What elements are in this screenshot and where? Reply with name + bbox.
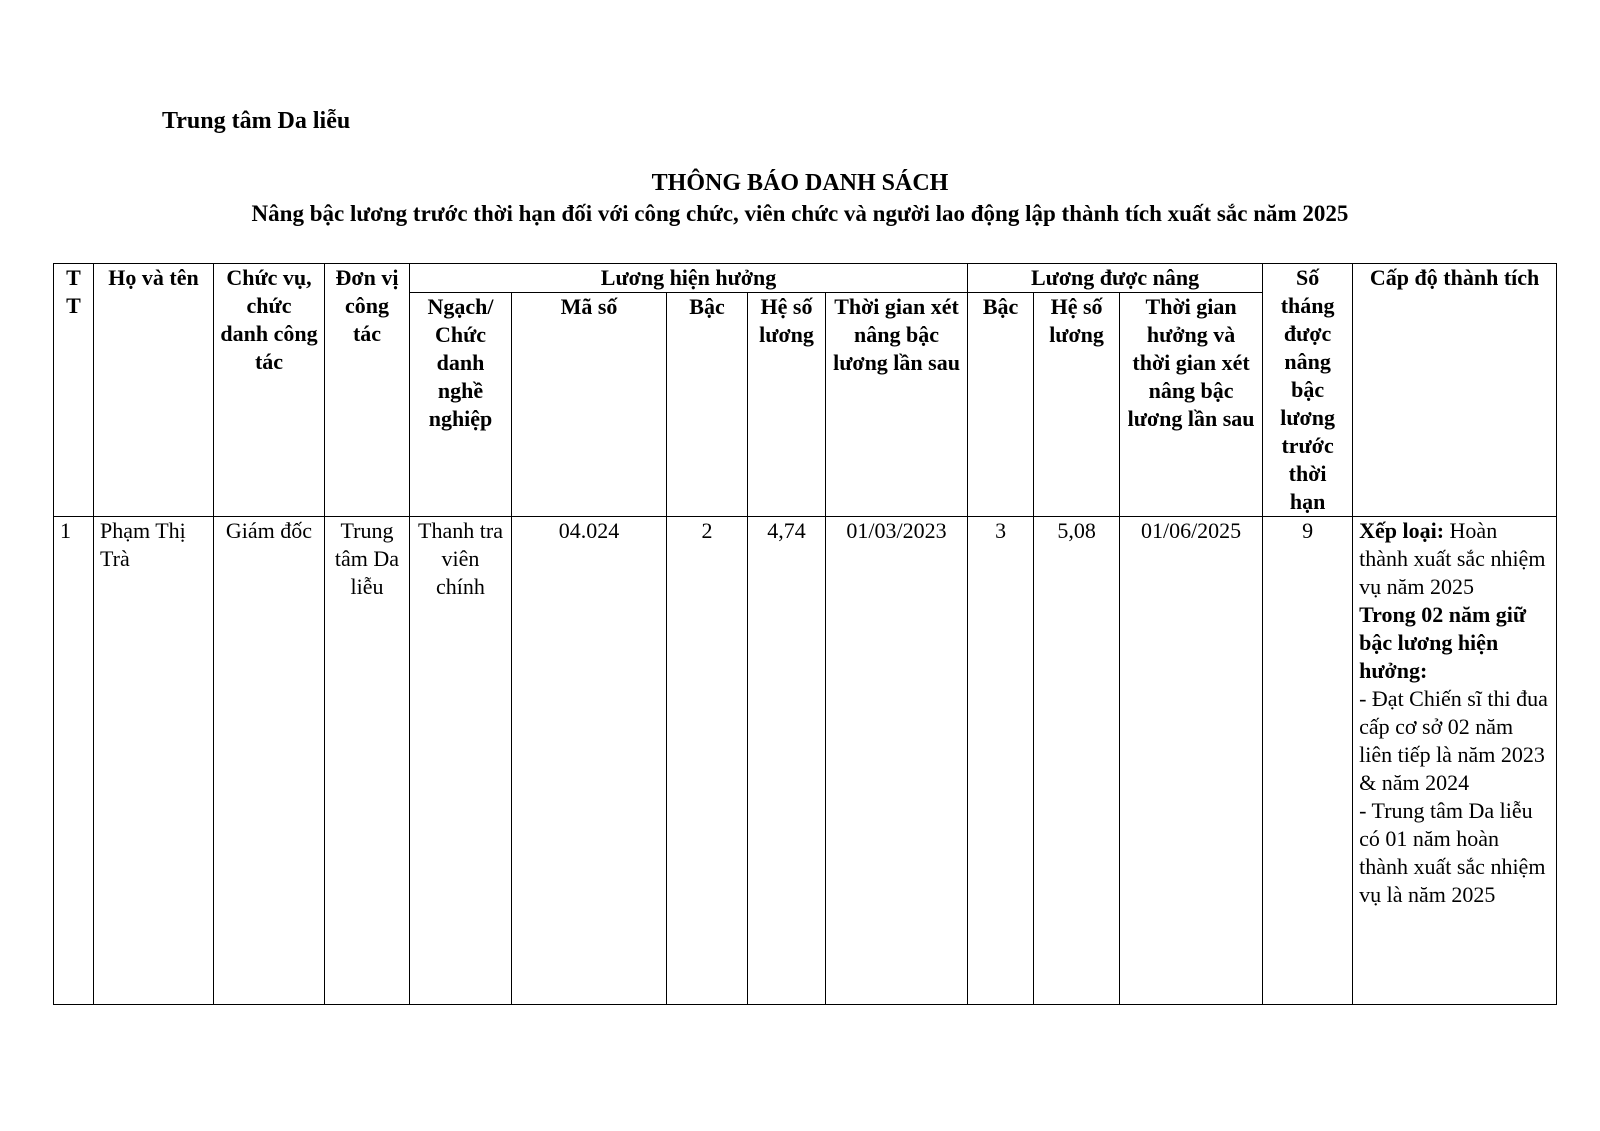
- achievement-item: - Đạt Chiến sĩ thi đua cấp cơ sở 02 năm liên tiếp là năm 2023 & năm 2024: [1359, 686, 1548, 795]
- organization-name: Trung tâm Da liễu: [162, 108, 351, 134]
- header-current-coefficient: Hệ số lương: [748, 293, 826, 517]
- cell-level: 2: [667, 517, 748, 1005]
- cell-grade: Thanh tra viên chính: [410, 517, 512, 1005]
- cell-next-review: 01/03/2023: [826, 517, 968, 1005]
- header-row-top: [54, 264, 1557, 293]
- table-row: [54, 517, 1557, 1005]
- header-raised-coefficient: Hệ số lương: [1034, 293, 1120, 517]
- header-current-salary: Lương hiện hưởng: [410, 264, 968, 293]
- cell-months: 9: [1263, 517, 1353, 1005]
- header-current-level: Bậc: [667, 293, 748, 517]
- cell-raised-coefficient: 5,08: [1034, 517, 1120, 1005]
- header-current-grade: Ngạch/ Chức danh nghề nghiệp: [410, 293, 512, 517]
- header-raised-time: Thời gian hưởng và thời gian xét nâng bậc lương lần sau: [1120, 293, 1263, 517]
- salary-raise-table: [53, 263, 1557, 1005]
- cell-achievement: [1353, 517, 1557, 1005]
- header-raised-level: Bậc: [968, 293, 1034, 517]
- header-months: Số tháng được nâng bậc lương trước thời hạn: [1263, 264, 1353, 517]
- cell-raised-level: 3: [968, 517, 1034, 1005]
- header-achievement: Cấp độ thành tích: [1353, 264, 1557, 517]
- header-unit: Đơn vị công tác: [325, 264, 410, 517]
- header-current-next-review: Thời gian xét nâng bậc lương lần sau: [826, 293, 968, 517]
- cell-coefficient: 4,74: [748, 517, 826, 1005]
- cell-position: Giám đốc: [214, 517, 325, 1005]
- header-position: Chức vụ, chức danh công tác: [214, 264, 325, 517]
- achievement-period-label: Trong 02 năm giữ bậc lương hiện hưởng:: [1359, 602, 1527, 683]
- document-subtitle: Nâng bậc lương trước thời hạn đối với công chức, viên chức và người lao động lập thành tích xuất sắc năm 2025: [251, 201, 1349, 226]
- cell-code: 04.024: [512, 517, 667, 1005]
- cell-unit: Trung tâm Da liễu: [325, 517, 410, 1005]
- achievement-rating: [1359, 517, 1550, 601]
- header-current-code: Mã số: [512, 293, 667, 517]
- header-tt: T T: [54, 264, 94, 517]
- achievement-item: - Trung tâm Da liễu có 01 năm hoàn thành xuất sắc nhiệm vụ là năm 2025: [1359, 798, 1546, 907]
- document-title: THÔNG BÁO DANH SÁCH: [651, 170, 949, 196]
- cell-raised-time: 01/06/2025: [1120, 517, 1263, 1005]
- header-name: Họ và tên: [94, 264, 214, 517]
- header-raised-salary: Lương được nâng: [968, 264, 1263, 293]
- cell-tt: 1: [54, 517, 94, 1005]
- achievement-rating-label: Xếp loại:: [1359, 518, 1445, 543]
- cell-name: Phạm Thị Trà: [94, 517, 214, 1005]
- achievement-rating-text: Hoàn thành xuất sắc nhiệm vụ năm 2025: [1359, 518, 1546, 599]
